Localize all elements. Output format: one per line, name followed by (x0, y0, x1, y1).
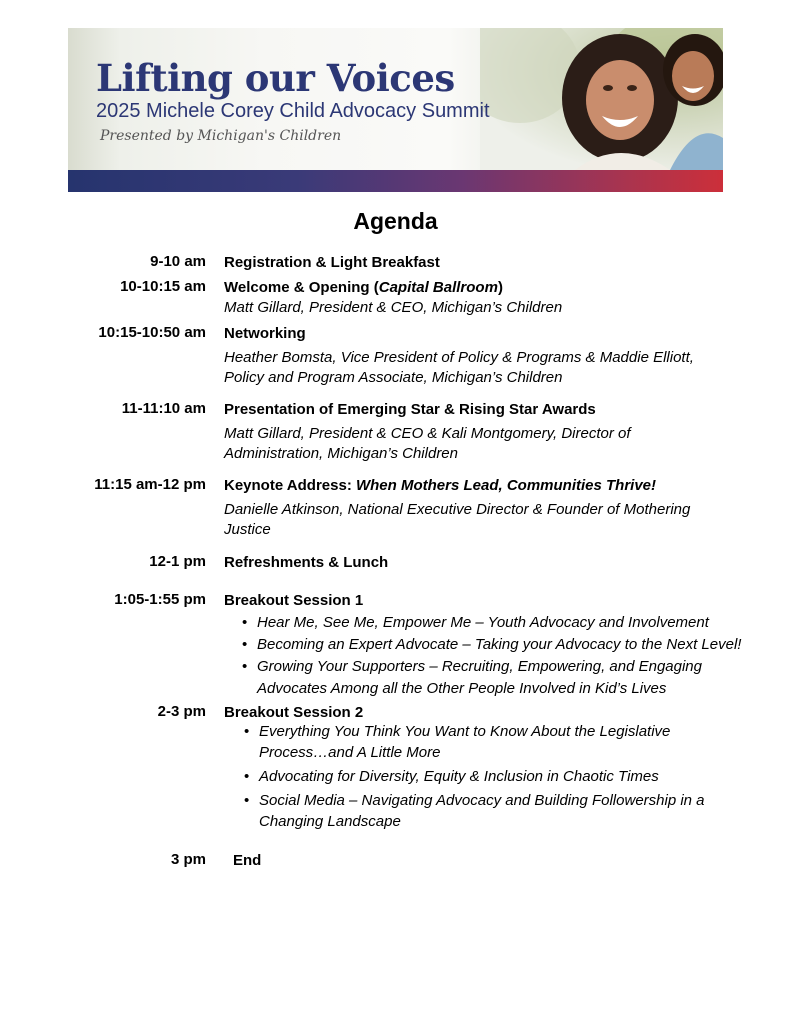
agenda-title: Networking (224, 325, 306, 342)
breakout-option: Everything You Think You Want to Know About the Legislative (259, 723, 671, 740)
agenda-title: Presentation of Emerging Star & Rising Star Awards (224, 401, 596, 418)
breakout-option: Growing Your Supporters – Recruiting, Empowering, and Engaging (257, 658, 702, 675)
agenda-title: Keynote Address: When Mothers Lead, Communities Thrive! (224, 477, 657, 494)
breakout-option: Becoming an Expert Advocate – Taking your Advocacy to the Next Level! (257, 636, 742, 653)
event-banner (68, 28, 723, 192)
banner-title: Lifting our Voices (96, 56, 455, 100)
banner-presenter: Presented by Michigan's Children (100, 128, 342, 144)
agenda-time: 11-11:10 am (121, 400, 206, 417)
breakout-option: Advocating for Diversity, Equity & Inclusion in Chaotic Times (259, 768, 659, 785)
agenda-title: Refreshments & Lunch (224, 554, 389, 571)
bullet-dot: • (242, 614, 248, 631)
bullet-dot: • (242, 658, 248, 675)
breakout-1-list (242, 614, 782, 704)
agenda-time: 1:05-1:55 pm (114, 591, 206, 608)
banner-color-stripe (68, 170, 723, 192)
bullet-dot: • (244, 723, 250, 740)
banner-photo (480, 28, 723, 170)
agenda-heading: Agenda (353, 208, 438, 234)
breakout-option-continued: Changing Landscape (259, 813, 401, 830)
agenda-time: 10-10:15 am (120, 278, 206, 295)
banner-subtitle: 2025 Michele Corey Child Advocacy Summit (96, 100, 490, 122)
bullet-dot: • (242, 636, 248, 653)
agenda-time: 3 pm (170, 851, 206, 868)
bullet-dot: • (244, 792, 250, 809)
bullet-dot: • (244, 768, 250, 785)
agenda-title: End (233, 852, 262, 869)
agenda-time: 12-1 pm (149, 553, 206, 570)
agenda-title: Welcome & Opening (Capital Ballroom) (224, 279, 503, 296)
agenda-title: Registration & Light Breakfast (224, 254, 440, 271)
agenda-speaker: Matt Gillard, President & CEO & Kali Montgomery, Director of Administration, Michigan’s Children (224, 425, 631, 462)
agenda-speaker: Danielle Atkinson, National Executive Director & Founder of Mothering Justice (224, 501, 691, 538)
agenda-speaker: Matt Gillard, President & CEO, Michigan’s Children (224, 299, 563, 316)
agenda-time: 9-10 am (150, 253, 206, 270)
breakout-2-list (244, 723, 774, 833)
agenda-title: Breakout Session 2 (224, 704, 364, 721)
breakout-option: Social Media – Navigating Advocacy and Building Followership in a (259, 792, 705, 809)
mother-daughter-photo (480, 28, 723, 170)
breakout-option-continued: Advocates Among all the Other People Involved in Kid’s Lives (257, 680, 667, 697)
agenda-time: 2-3 pm (157, 703, 206, 720)
agenda-time: 11:15 am-12 pm (94, 476, 206, 493)
agenda-speaker: Heather Bomsta, Vice President of Policy & Programs & Maddie Elliott, Policy and Program Associate, Michigan’s Children (224, 349, 694, 386)
agenda-time: 10:15-10:50 am (98, 324, 206, 341)
breakout-option: Hear Me, See Me, Empower Me – Youth Advocacy and Involvement (257, 614, 709, 631)
agenda-title: Breakout Session 1 (224, 592, 364, 609)
breakout-option-continued: Process…and A Little More (259, 744, 441, 761)
